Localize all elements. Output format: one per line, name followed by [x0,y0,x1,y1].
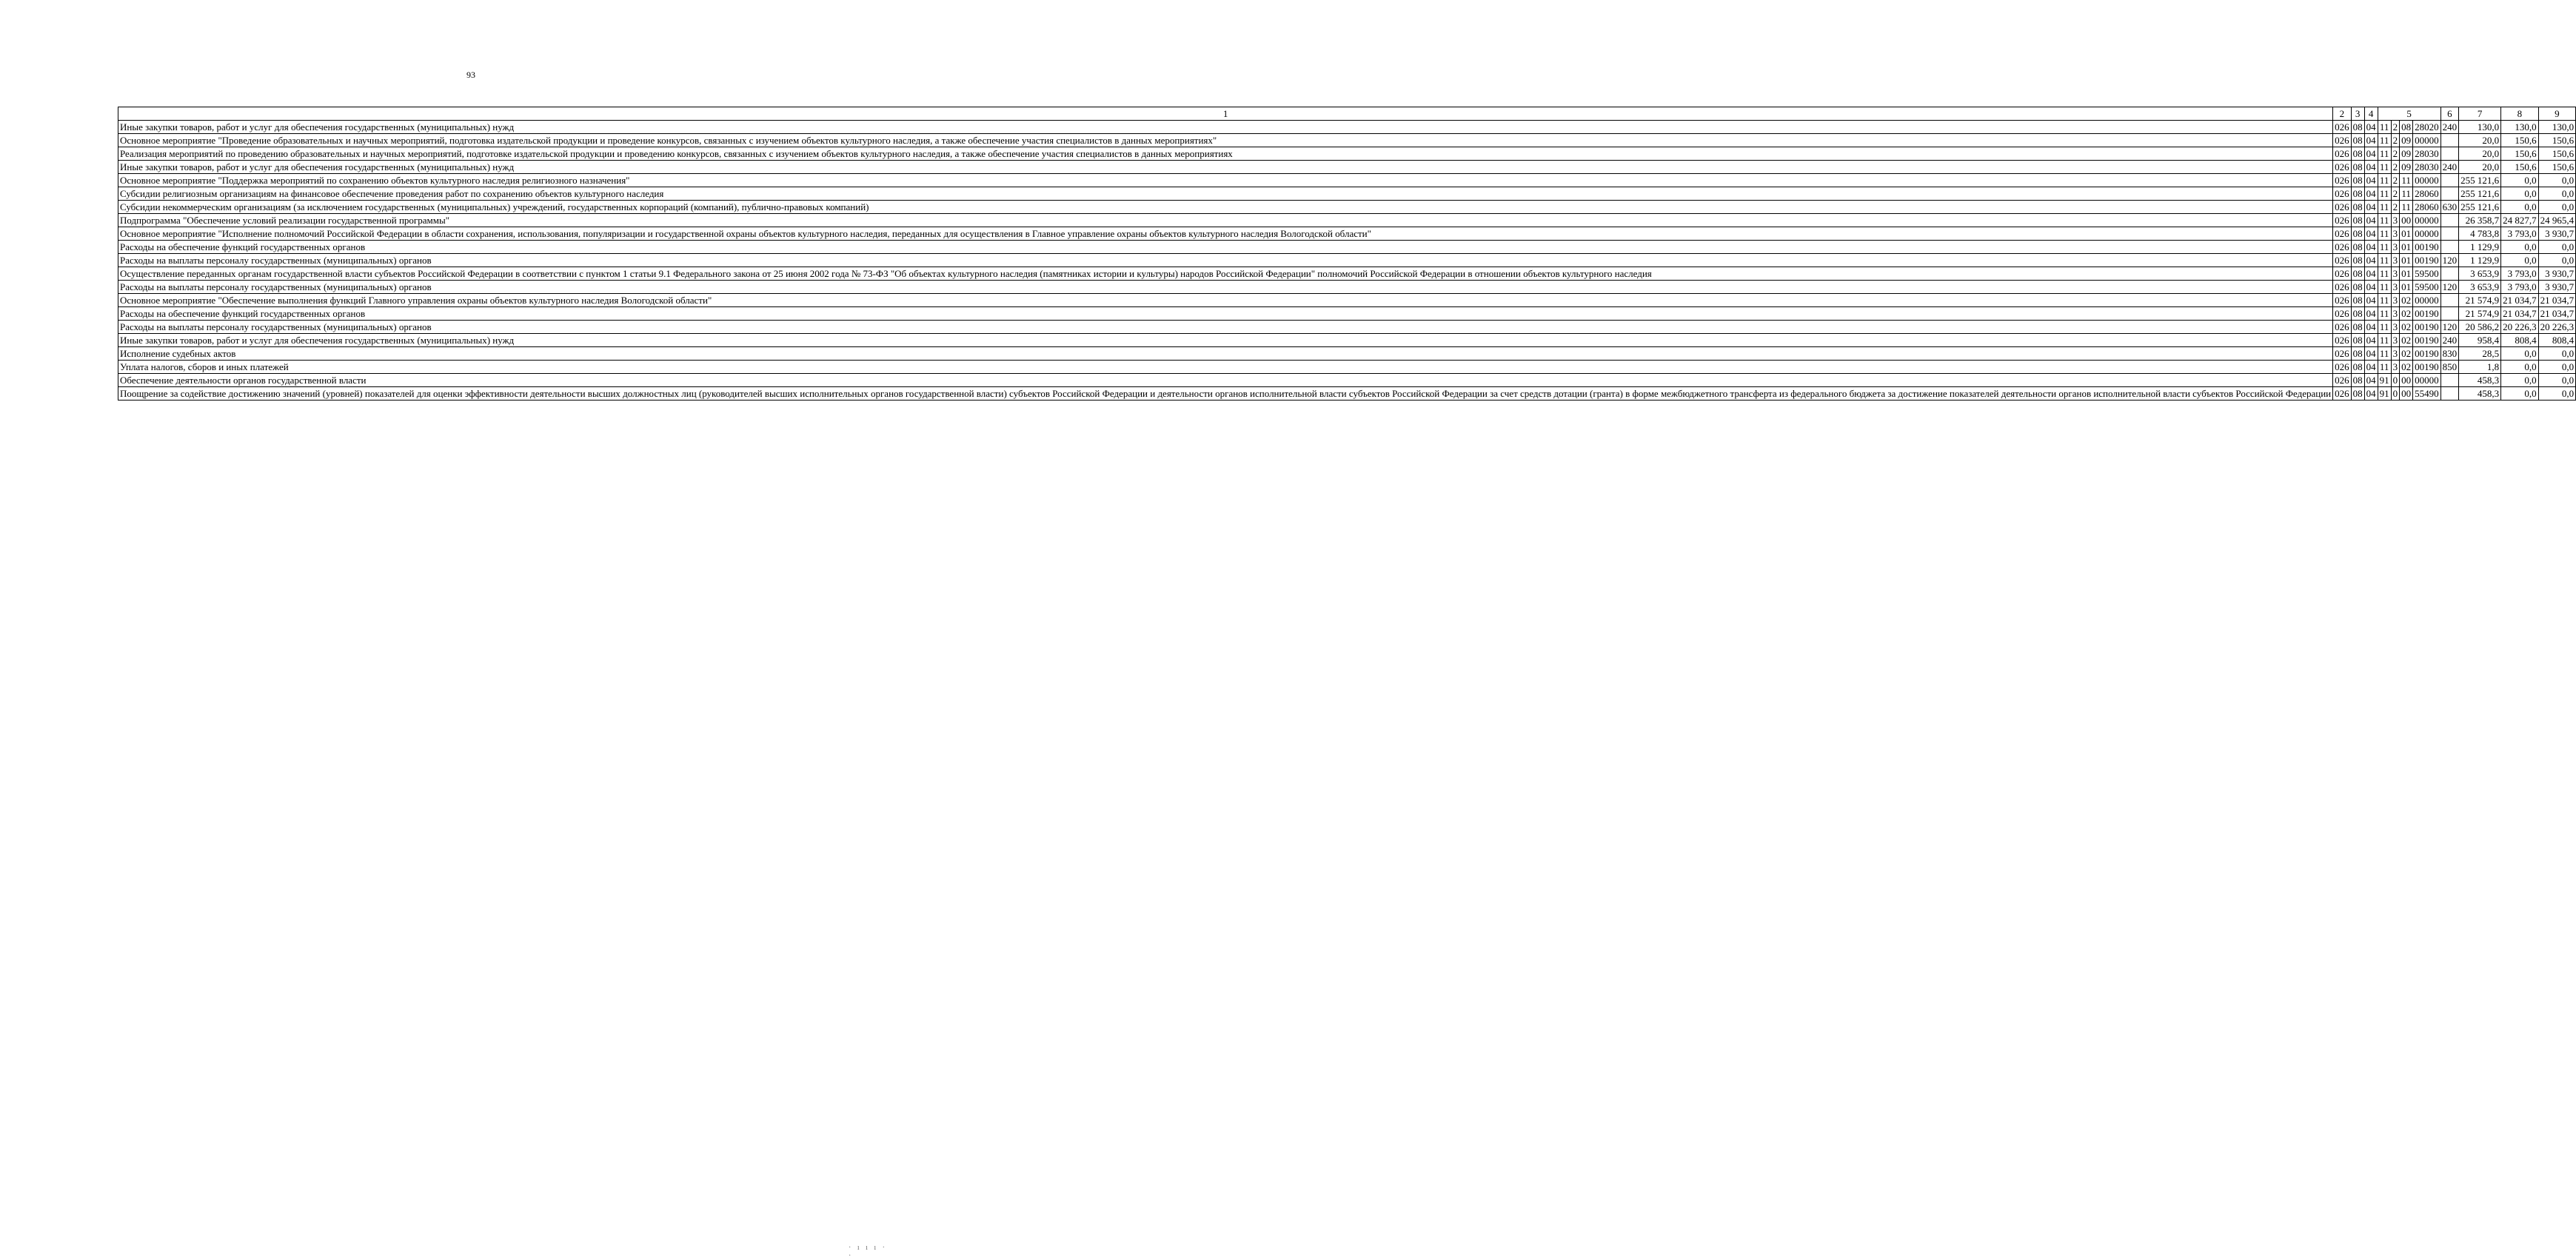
code-program: 11 [2378,294,2391,307]
row-name: Расходы на выплаты персоналу государственных (муниципальных) органов [118,281,2333,294]
code-activity: 02 [2400,307,2413,321]
amount-year-3: 21 034,7 [2538,307,2576,321]
code-direction: 00190 [2413,254,2441,267]
code-activity: 11 [2400,174,2413,187]
code-direction: 00000 [2413,134,2441,147]
amount-year-1: 1 129,9 [2459,254,2501,267]
code-subprogram: 0 [2391,374,2400,387]
code-expense-type: 830 [2440,347,2459,361]
amount-year-3: 150,6 [2538,161,2576,174]
table-row [118,241,2576,254]
code-subprogram: 3 [2391,307,2400,321]
code-program: 11 [2378,161,2391,174]
column-header-4: 4 [2364,107,2378,121]
code-program: 11 [2378,174,2391,187]
amount-year-1: 1,8 [2459,361,2501,374]
amount-year-3: 0,0 [2538,241,2576,254]
code-subsection: 04 [2364,281,2378,294]
amount-year-1: 21 574,9 [2459,307,2501,321]
amount-year-3: 21 034,7 [2538,294,2576,307]
amount-year-2: 130,0 [2501,121,2539,134]
code-program: 11 [2378,134,2391,147]
code-ministry: 026 [2333,161,2352,174]
amount-year-1: 255 121,6 [2459,187,2501,201]
code-program: 11 [2378,307,2391,321]
code-expense-type [2440,134,2459,147]
code-ministry: 026 [2333,361,2352,374]
row-name: Реализация мероприятий по проведению образовательных и научных мероприятий, подготовке издательской продукции и проведению конкурсов, связанных с изучением объектов культурного наследия, а также обеспечение участия специалистов в данных мероприятиях [118,147,2333,161]
code-subprogram: 3 [2391,267,2400,281]
amount-year-2: 21 034,7 [2501,294,2539,307]
code-direction: 00190 [2413,307,2441,321]
code-activity: 00 [2400,374,2413,387]
code-program: 11 [2378,267,2391,281]
code-direction: 00190 [2413,361,2441,374]
code-subsection: 04 [2364,361,2378,374]
table-row [118,361,2576,374]
code-subprogram: 2 [2391,147,2400,161]
code-direction: 00190 [2413,347,2441,361]
code-subprogram: 3 [2391,227,2400,241]
amount-year-3: 150,6 [2538,134,2576,147]
code-program: 11 [2378,347,2391,361]
code-subsection: 04 [2364,387,2378,401]
code-activity: 02 [2400,294,2413,307]
amount-year-2: 0,0 [2501,387,2539,401]
code-subprogram: 3 [2391,281,2400,294]
amount-year-3: 0,0 [2538,387,2576,401]
amount-year-1: 1 129,9 [2459,241,2501,254]
code-direction: 28060 [2413,201,2441,214]
code-expense-type [2440,241,2459,254]
amount-year-2: 20 226,3 [2501,321,2539,334]
code-section: 08 [2351,294,2364,307]
code-subsection: 04 [2364,161,2378,174]
code-section: 08 [2351,361,2364,374]
code-activity: 09 [2400,161,2413,174]
amount-year-1: 21 574,9 [2459,294,2501,307]
code-expense-type: 240 [2440,161,2459,174]
code-program: 91 [2378,374,2391,387]
row-name: Расходы на обеспечение функций государственных органов [118,241,2333,254]
code-section: 08 [2351,387,2364,401]
amount-year-3: 0,0 [2538,201,2576,214]
code-expense-type: 120 [2440,281,2459,294]
amount-year-3: 24 965,4 [2538,214,2576,227]
amount-year-2: 0,0 [2501,374,2539,387]
row-name: Основное мероприятие "Поддержка мероприятий по сохранению объектов культурного наследия религиозного назначения" [118,174,2333,187]
code-activity: 09 [2400,134,2413,147]
amount-year-1: 20,0 [2459,147,2501,161]
amount-year-3: 0,0 [2538,361,2576,374]
code-expense-type [2440,307,2459,321]
row-name: Субсидии религиозным организациям на финансовое обеспечение проведения работ по сохранению объектов культурного наследия [118,187,2333,201]
code-subsection: 04 [2364,307,2378,321]
code-subsection: 04 [2364,121,2378,134]
code-subsection: 04 [2364,227,2378,241]
amount-year-1: 26 358,7 [2459,214,2501,227]
scan-mark: · ı ı ı · · [849,1244,887,1260]
code-section: 08 [2351,321,2364,334]
code-expense-type: 850 [2440,361,2459,374]
code-activity: 02 [2400,334,2413,347]
row-name: Основное мероприятие "Исполнение полномочий Российской Федерации в области сохранения, использования, популяризации и государственной охраны объектов культурного наследия, переданных для осуществления в Главное управление охраны объектов культурного наследия Вологодской области" [118,227,2333,241]
amount-year-2: 0,0 [2501,347,2539,361]
amount-year-3: 3 930,7 [2538,227,2576,241]
amount-year-3: 3 930,7 [2538,281,2576,294]
column-header-6: 6 [2440,107,2459,121]
code-direction: 59500 [2413,267,2441,281]
code-subsection: 04 [2364,267,2378,281]
code-activity: 01 [2400,227,2413,241]
code-direction: 00000 [2413,227,2441,241]
code-activity: 01 [2400,241,2413,254]
code-subsection: 04 [2364,187,2378,201]
budget-table [118,107,2576,401]
amount-year-3: 0,0 [2538,374,2576,387]
table-row [118,147,2576,161]
column-header-2: 2 [2333,107,2352,121]
table-row [118,267,2576,281]
code-ministry: 026 [2333,254,2352,267]
amount-year-2: 24 827,7 [2501,214,2539,227]
code-direction: 59500 [2413,281,2441,294]
amount-year-3: 808,4 [2538,334,2576,347]
code-ministry: 026 [2333,307,2352,321]
code-expense-type: 630 [2440,201,2459,214]
code-direction: 00190 [2413,241,2441,254]
code-subprogram: 2 [2391,134,2400,147]
code-activity: 01 [2400,267,2413,281]
row-name: Расходы на выплаты персоналу государственных (муниципальных) органов [118,321,2333,334]
code-ministry: 026 [2333,201,2352,214]
amount-year-1: 458,3 [2459,374,2501,387]
code-ministry: 026 [2333,267,2352,281]
code-subprogram: 3 [2391,294,2400,307]
code-subprogram: 2 [2391,121,2400,134]
amount-year-1: 958,4 [2459,334,2501,347]
amount-year-2: 3 793,0 [2501,267,2539,281]
code-ministry: 026 [2333,147,2352,161]
code-direction: 28030 [2413,147,2441,161]
code-expense-type: 120 [2440,321,2459,334]
amount-year-2: 150,6 [2501,134,2539,147]
code-expense-type [2440,214,2459,227]
amount-year-1: 255 121,6 [2459,201,2501,214]
amount-year-3: 150,6 [2538,147,2576,161]
code-section: 08 [2351,174,2364,187]
code-subsection: 04 [2364,201,2378,214]
column-header-1: 1 [118,107,2333,121]
code-program: 11 [2378,147,2391,161]
table-row [118,294,2576,307]
table-row [118,281,2576,294]
code-subprogram: 3 [2391,334,2400,347]
table-row [118,214,2576,227]
row-name: Основное мероприятие "Проведение образовательных и научных мероприятий, подготовка издательской продукции и проведение конкурсов, связанных с изучением объектов культурного наследия, а также обеспечение участия специалистов в данных мероприятиях" [118,134,2333,147]
amount-year-3: 0,0 [2538,254,2576,267]
code-expense-type: 240 [2440,334,2459,347]
code-activity: 02 [2400,347,2413,361]
code-program: 11 [2378,241,2391,254]
code-subsection: 04 [2364,214,2378,227]
row-name: Исполнение судебных актов [118,347,2333,361]
code-activity: 02 [2400,361,2413,374]
code-subprogram: 3 [2391,347,2400,361]
code-expense-type [2440,187,2459,201]
code-ministry: 026 [2333,174,2352,187]
table-row [118,387,2576,401]
code-program: 11 [2378,201,2391,214]
code-subprogram: 3 [2391,214,2400,227]
row-name: Поощрение за содействие достижению значений (уровней) показателей для оценки эффективности деятельности высших должностных лиц (руководителей высших исполнительных органов государственной власти) субъектов Российской Федерации и деятельности органов исполнительной власти субъектов Российской Федерации за счет средств дотации (гранта) в форме межбюджетного трансферта из федерального бюджета за достижение показателей деятельности органов исполнительной власти субъектов Российской Федерации [118,387,2333,401]
code-direction: 55490 [2413,387,2441,401]
code-section: 08 [2351,267,2364,281]
code-subsection: 04 [2364,254,2378,267]
table-row [118,134,2576,147]
code-direction: 00000 [2413,174,2441,187]
code-subsection: 04 [2364,241,2378,254]
code-activity: 01 [2400,281,2413,294]
amount-year-3: 0,0 [2538,347,2576,361]
code-subsection: 04 [2364,147,2378,161]
code-program: 11 [2378,281,2391,294]
code-expense-type [2440,374,2459,387]
code-activity: 01 [2400,254,2413,267]
table-row [118,227,2576,241]
code-ministry: 026 [2333,321,2352,334]
table-row [118,187,2576,201]
code-section: 08 [2351,201,2364,214]
row-name: Субсидии некоммерческим организациям (за исключением государственных (муниципальных) учреждений, государственных корпораций (компаний), публично-правовых компаний) [118,201,2333,214]
code-section: 08 [2351,241,2364,254]
code-program: 11 [2378,227,2391,241]
code-direction: 28020 [2413,121,2441,134]
code-program: 11 [2378,121,2391,134]
row-name: Осуществление переданных органам государственной власти субъектов Российской Федерации в соответствии с пунктом 1 статьи 9.1 Федерального закона от 25 июня 2002 года № 73-ФЗ "Об объектах культурного наследия (памятниках истории и культуры) народов Российской Федерации" полномочий Российской Федерации в отношении объектов культурного наследия [118,267,2333,281]
column-header-9: 9 [2538,107,2576,121]
code-expense-type [2440,267,2459,281]
code-program: 91 [2378,387,2391,401]
amount-year-3: 20 226,3 [2538,321,2576,334]
code-program: 11 [2378,334,2391,347]
code-ministry: 026 [2333,227,2352,241]
code-section: 08 [2351,307,2364,321]
code-expense-type [2440,227,2459,241]
code-section: 08 [2351,147,2364,161]
amount-year-3: 3 930,7 [2538,267,2576,281]
code-subsection: 04 [2364,334,2378,347]
code-subsection: 04 [2364,374,2378,387]
amount-year-2: 0,0 [2501,174,2539,187]
code-program: 11 [2378,214,2391,227]
column-header-7: 7 [2459,107,2501,121]
code-section: 08 [2351,254,2364,267]
code-section: 08 [2351,281,2364,294]
amount-year-1: 130,0 [2459,121,2501,134]
code-section: 08 [2351,134,2364,147]
table-row [118,174,2576,187]
code-section: 08 [2351,214,2364,227]
code-section: 08 [2351,187,2364,201]
amount-year-2: 0,0 [2501,254,2539,267]
amount-year-2: 21 034,7 [2501,307,2539,321]
code-subsection: 04 [2364,174,2378,187]
code-program: 11 [2378,361,2391,374]
code-direction: 00000 [2413,374,2441,387]
amount-year-3: 130,0 [2538,121,2576,134]
code-direction: 28060 [2413,187,2441,201]
code-section: 08 [2351,161,2364,174]
table-row [118,161,2576,174]
row-name: Иные закупки товаров, работ и услуг для обеспечения государственных (муниципальных) нужд [118,121,2333,134]
column-header-5: 5 [2378,107,2440,121]
code-section: 08 [2351,121,2364,134]
code-subprogram: 3 [2391,254,2400,267]
code-activity: 11 [2400,187,2413,201]
amount-year-1: 20 586,2 [2459,321,2501,334]
code-direction: 00190 [2413,334,2441,347]
row-name: Уплата налогов, сборов и иных платежей [118,361,2333,374]
code-ministry: 026 [2333,241,2352,254]
table-row [118,307,2576,321]
page-number: 93 [466,70,475,80]
code-ministry: 026 [2333,187,2352,201]
amount-year-2: 0,0 [2501,241,2539,254]
table-row [118,321,2576,334]
code-subsection: 04 [2364,347,2378,361]
code-ministry: 026 [2333,334,2352,347]
code-section: 08 [2351,227,2364,241]
code-activity: 00 [2400,214,2413,227]
table-row [118,121,2576,134]
code-ministry: 026 [2333,121,2352,134]
amount-year-2: 3 793,0 [2501,227,2539,241]
row-name: Обеспечение деятельности органов государственной власти [118,374,2333,387]
amount-year-1: 3 653,9 [2459,267,2501,281]
amount-year-1: 255 121,6 [2459,174,2501,187]
code-direction: 00000 [2413,214,2441,227]
code-section: 08 [2351,347,2364,361]
code-activity: 02 [2400,321,2413,334]
amount-year-1: 458,3 [2459,387,2501,401]
table-row [118,201,2576,214]
column-header-3: 3 [2351,107,2364,121]
code-program: 11 [2378,187,2391,201]
code-activity: 08 [2400,121,2413,134]
table-row [118,374,2576,387]
row-name: Основное мероприятие "Обеспечение выполнения функций Главного управления охраны объектов культурного наследия Вологодской области" [118,294,2333,307]
code-section: 08 [2351,334,2364,347]
code-expense-type [2440,147,2459,161]
amount-year-2: 0,0 [2501,187,2539,201]
code-subprogram: 3 [2391,241,2400,254]
code-activity: 00 [2400,387,2413,401]
code-subsection: 04 [2364,321,2378,334]
row-name: Расходы на выплаты персоналу государственных (муниципальных) органов [118,254,2333,267]
amount-year-1: 4 783,8 [2459,227,2501,241]
code-program: 11 [2378,321,2391,334]
row-name: Иные закупки товаров, работ и услуг для обеспечения государственных (муниципальных) нужд [118,334,2333,347]
code-subprogram: 2 [2391,174,2400,187]
code-expense-type: 120 [2440,254,2459,267]
amount-year-1: 20,0 [2459,134,2501,147]
code-subsection: 04 [2364,294,2378,307]
code-ministry: 026 [2333,347,2352,361]
code-ministry: 026 [2333,134,2352,147]
code-subprogram: 2 [2391,187,2400,201]
row-name: Расходы на обеспечение функций государственных органов [118,307,2333,321]
code-activity: 09 [2400,147,2413,161]
code-subprogram: 3 [2391,361,2400,374]
amount-year-1: 3 653,9 [2459,281,2501,294]
amount-year-2: 150,6 [2501,147,2539,161]
code-direction: 00190 [2413,321,2441,334]
code-subprogram: 2 [2391,201,2400,214]
amount-year-2: 0,0 [2501,361,2539,374]
code-ministry: 026 [2333,294,2352,307]
amount-year-3: 0,0 [2538,174,2576,187]
code-expense-type: 240 [2440,121,2459,134]
column-header-8: 8 [2501,107,2539,121]
code-expense-type [2440,174,2459,187]
code-expense-type [2440,387,2459,401]
row-name: Иные закупки товаров, работ и услуг для обеспечения государственных (муниципальных) нужд [118,161,2333,174]
code-ministry: 026 [2333,387,2352,401]
code-activity: 11 [2400,201,2413,214]
amount-year-2: 150,6 [2501,161,2539,174]
code-program: 11 [2378,254,2391,267]
amount-year-1: 28,5 [2459,347,2501,361]
code-subsection: 04 [2364,134,2378,147]
code-subprogram: 0 [2391,387,2400,401]
code-section: 08 [2351,374,2364,387]
amount-year-2: 3 793,0 [2501,281,2539,294]
header-row [118,107,2576,121]
code-subprogram: 3 [2391,321,2400,334]
code-direction: 00000 [2413,294,2441,307]
amount-year-3: 0,0 [2538,187,2576,201]
code-ministry: 026 [2333,374,2352,387]
code-ministry: 026 [2333,214,2352,227]
amount-year-2: 0,0 [2501,201,2539,214]
table-row [118,254,2576,267]
code-direction: 28030 [2413,161,2441,174]
code-subprogram: 2 [2391,161,2400,174]
row-name: Подпрограмма "Обеспечение условий реализации государственной программы" [118,214,2333,227]
amount-year-2: 808,4 [2501,334,2539,347]
code-expense-type [2440,294,2459,307]
code-ministry: 026 [2333,281,2352,294]
amount-year-1: 20,0 [2459,161,2501,174]
table-row [118,334,2576,347]
table-row [118,347,2576,361]
